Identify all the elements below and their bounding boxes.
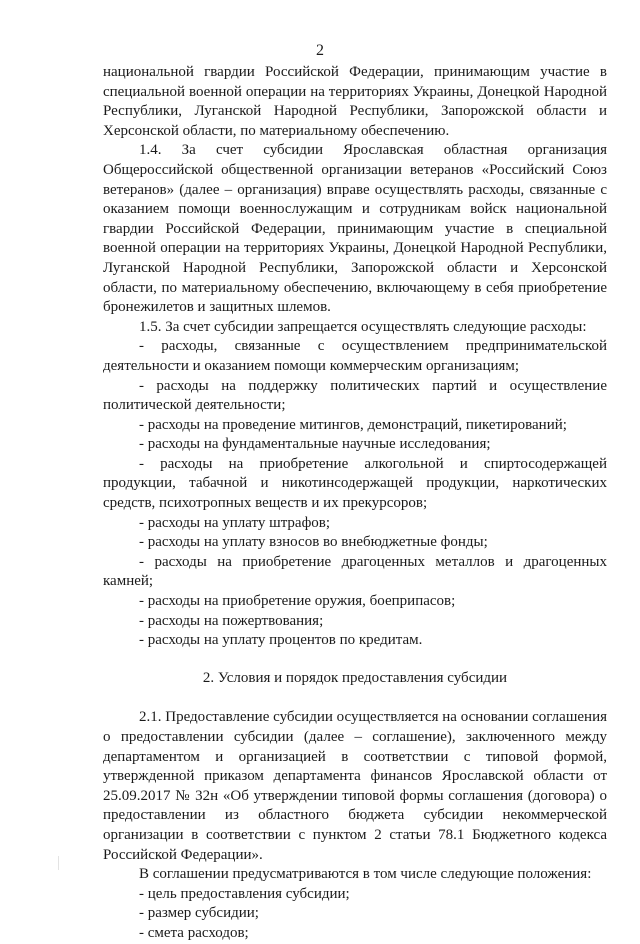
list-item: - расходы на проведение митингов, демонстраций, пикетирований;: [139, 416, 567, 433]
paragraph-1-4: 1.4. За счет субсидии Ярославская областная организация Общероссийской общественной организации ветеранов «Российский Союз ветеранов» (далее – организация) вправе осуществлять расходы, связанные с оказанием помощи военнослужащим и сотрудникам войск национальной гвардии Российской Федерации, принимающим участие в специальной военной операции на территориях Украины, Донецкой Народной Республики, Луганской Народной Республики, Запорожской области и Херсонской области, по материальному обеспечению, включающему в себя приобретение бронежилетов и защитных шлемов.: [103, 142, 607, 316]
list-item: - расходы на приобретение алкогольной и спиртосодержащей продукции, табачной и никотинсодержащей продукции, наркотических средств, психотропных веществ и их прекурсоров;: [103, 455, 607, 512]
list-item: - расходы на пожертвования;: [139, 612, 324, 629]
list-item: - расходы на приобретение оружия, боеприпасов;: [139, 593, 456, 610]
page-number: 2: [316, 42, 324, 59]
paragraph-agreement-provisions: В соглашении предусматриваются в том числе следующие положения:: [139, 866, 592, 883]
list-item: - расходы на уплату взносов во внебюджетные фонды;: [139, 534, 488, 551]
list-item: - смета расходов;: [139, 924, 249, 941]
list-item: - расходы, связанные с осуществлением предпринимательской деятельности и оказанием помощи коммерческим организациям;: [103, 338, 607, 374]
scan-margin-mark: [58, 856, 59, 870]
paragraph-continuation: национальной гвардии Российской Федерации, принимающим участие в специальной военной операции на территориях Украины, Донецкой Народной Республики, Луганской Народной Республики, Запорожской области и Херсонской области, по материальному обеспечению.: [103, 64, 607, 139]
document-body: [103, 63, 607, 944]
list-item: - расходы на уплату процентов по кредитам.: [139, 632, 423, 649]
paragraph-1-5: 1.5. За счет субсидии запрещается осуществлять следующие расходы:: [139, 318, 587, 335]
section-heading: 2. Условия и порядок предоставления субсидии: [202, 669, 508, 686]
list-item: - размер субсидии;: [139, 905, 259, 922]
list-item: - расходы на поддержку политических партий и осуществление политической деятельности;: [103, 377, 607, 414]
paragraph-2-1: 2.1. Предоставление субсидии осуществляется на основании соглашения о предоставлении субсидии (далее – соглашение), заключенного между департаментом и организацией в соответствии с типовой формой, утвержденной приказом департамента финансов Ярославской области от 25.09.2017 № 32н «Об утверждении типовой формы соглашения (договора) о предоставлении из областного бюджета субсидии некоммерческой организации в соответствии с пунктом 2 статьи 78.1 Бюджетного кодекса Российской Федерации».: [103, 709, 607, 863]
list-item: - цель предоставления субсидии;: [139, 885, 350, 902]
list-item: - расходы на уплату штрафов;: [139, 514, 331, 531]
list-item: - расходы на приобретение драгоценных металлов и драгоценных камней;: [103, 553, 607, 590]
list-item: - расходы на фундаментальные научные исследования;: [139, 436, 491, 453]
